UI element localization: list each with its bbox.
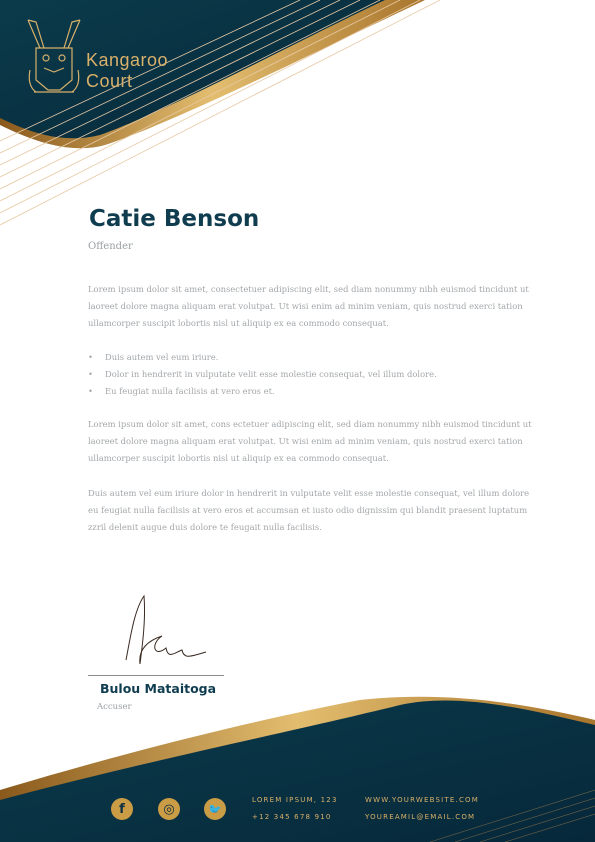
signer-name: Bulou Mataitoga [100, 681, 217, 696]
signature-scribble [126, 596, 206, 664]
brand-name [86, 50, 168, 92]
bullet-item: • Dolor in hendrerit in vulputate velit esse molestie consequat, vel illum dolore. [88, 366, 437, 383]
facebook-icon[interactable]: f [111, 798, 133, 820]
footer-address: LOREM IPSUM, 123 [252, 796, 338, 804]
bullet-item: • Duis autem vel eum iriure. [88, 349, 437, 366]
instagram-icon[interactable]: ◎ [158, 798, 180, 820]
bullet-item: • Eu feugiat nulla facilisis at vero eros et. [88, 383, 437, 400]
body-paragraph-1: Lorem ipsum dolor sit amet, consectetuer adipiscing elit, sed diam nonummy nibh euismod tincidunt ut laoreet dolore magna aliquam erat volutpat. Ut wisi enim ad minim veniam, quis nostrud exerci tation ullamcorper suscipit lobortis nisl ut aliquip ex ea commodo consequat. [88, 284, 529, 328]
body-paragraph-3: Duis autem vel eum iriure dolor in hendrerit in vulputate velit esse molestie consequat, vel illum dolore eu feugiat nulla facilisis at vero eros et accumsan et iusto odio dignissim qui blandit praesent luptatum zzril delenit augue duis dolore te feugait nulla facilisis. [88, 488, 530, 532]
signature-line [88, 675, 224, 676]
brand-line2: Court [86, 71, 133, 91]
footer-website[interactable]: WWW.YOURWEBSITE.COM [365, 796, 479, 804]
recipient-role: Offender [88, 241, 133, 252]
twitter-icon[interactable]: 🐦 [204, 798, 226, 820]
footer-email[interactable]: YOUREAMIL@EMAIL.COM [365, 813, 476, 821]
brand-line1: Kangaroo [86, 50, 169, 70]
body-paragraph-2: Lorem ipsum dolor sit amet, cons ectetuer adipiscing elit, sed diam nonummy nibh euismod tincidunt ut laoreet dolore magna aliquam erat volutpat. Ut wisi enim ad minim veniam, quis nostrud exerci tation ullamcorper suscipit lobortis nisl ut aliquip ex ea commodo consequat. [88, 419, 532, 463]
recipient-name: Catie Benson [89, 206, 260, 232]
header-decoration [0, 0, 440, 225]
footer-phone[interactable]: +12 345 678 910 [252, 813, 332, 821]
bullet-list [88, 349, 437, 400]
signer-role: Accuser [97, 702, 132, 712]
